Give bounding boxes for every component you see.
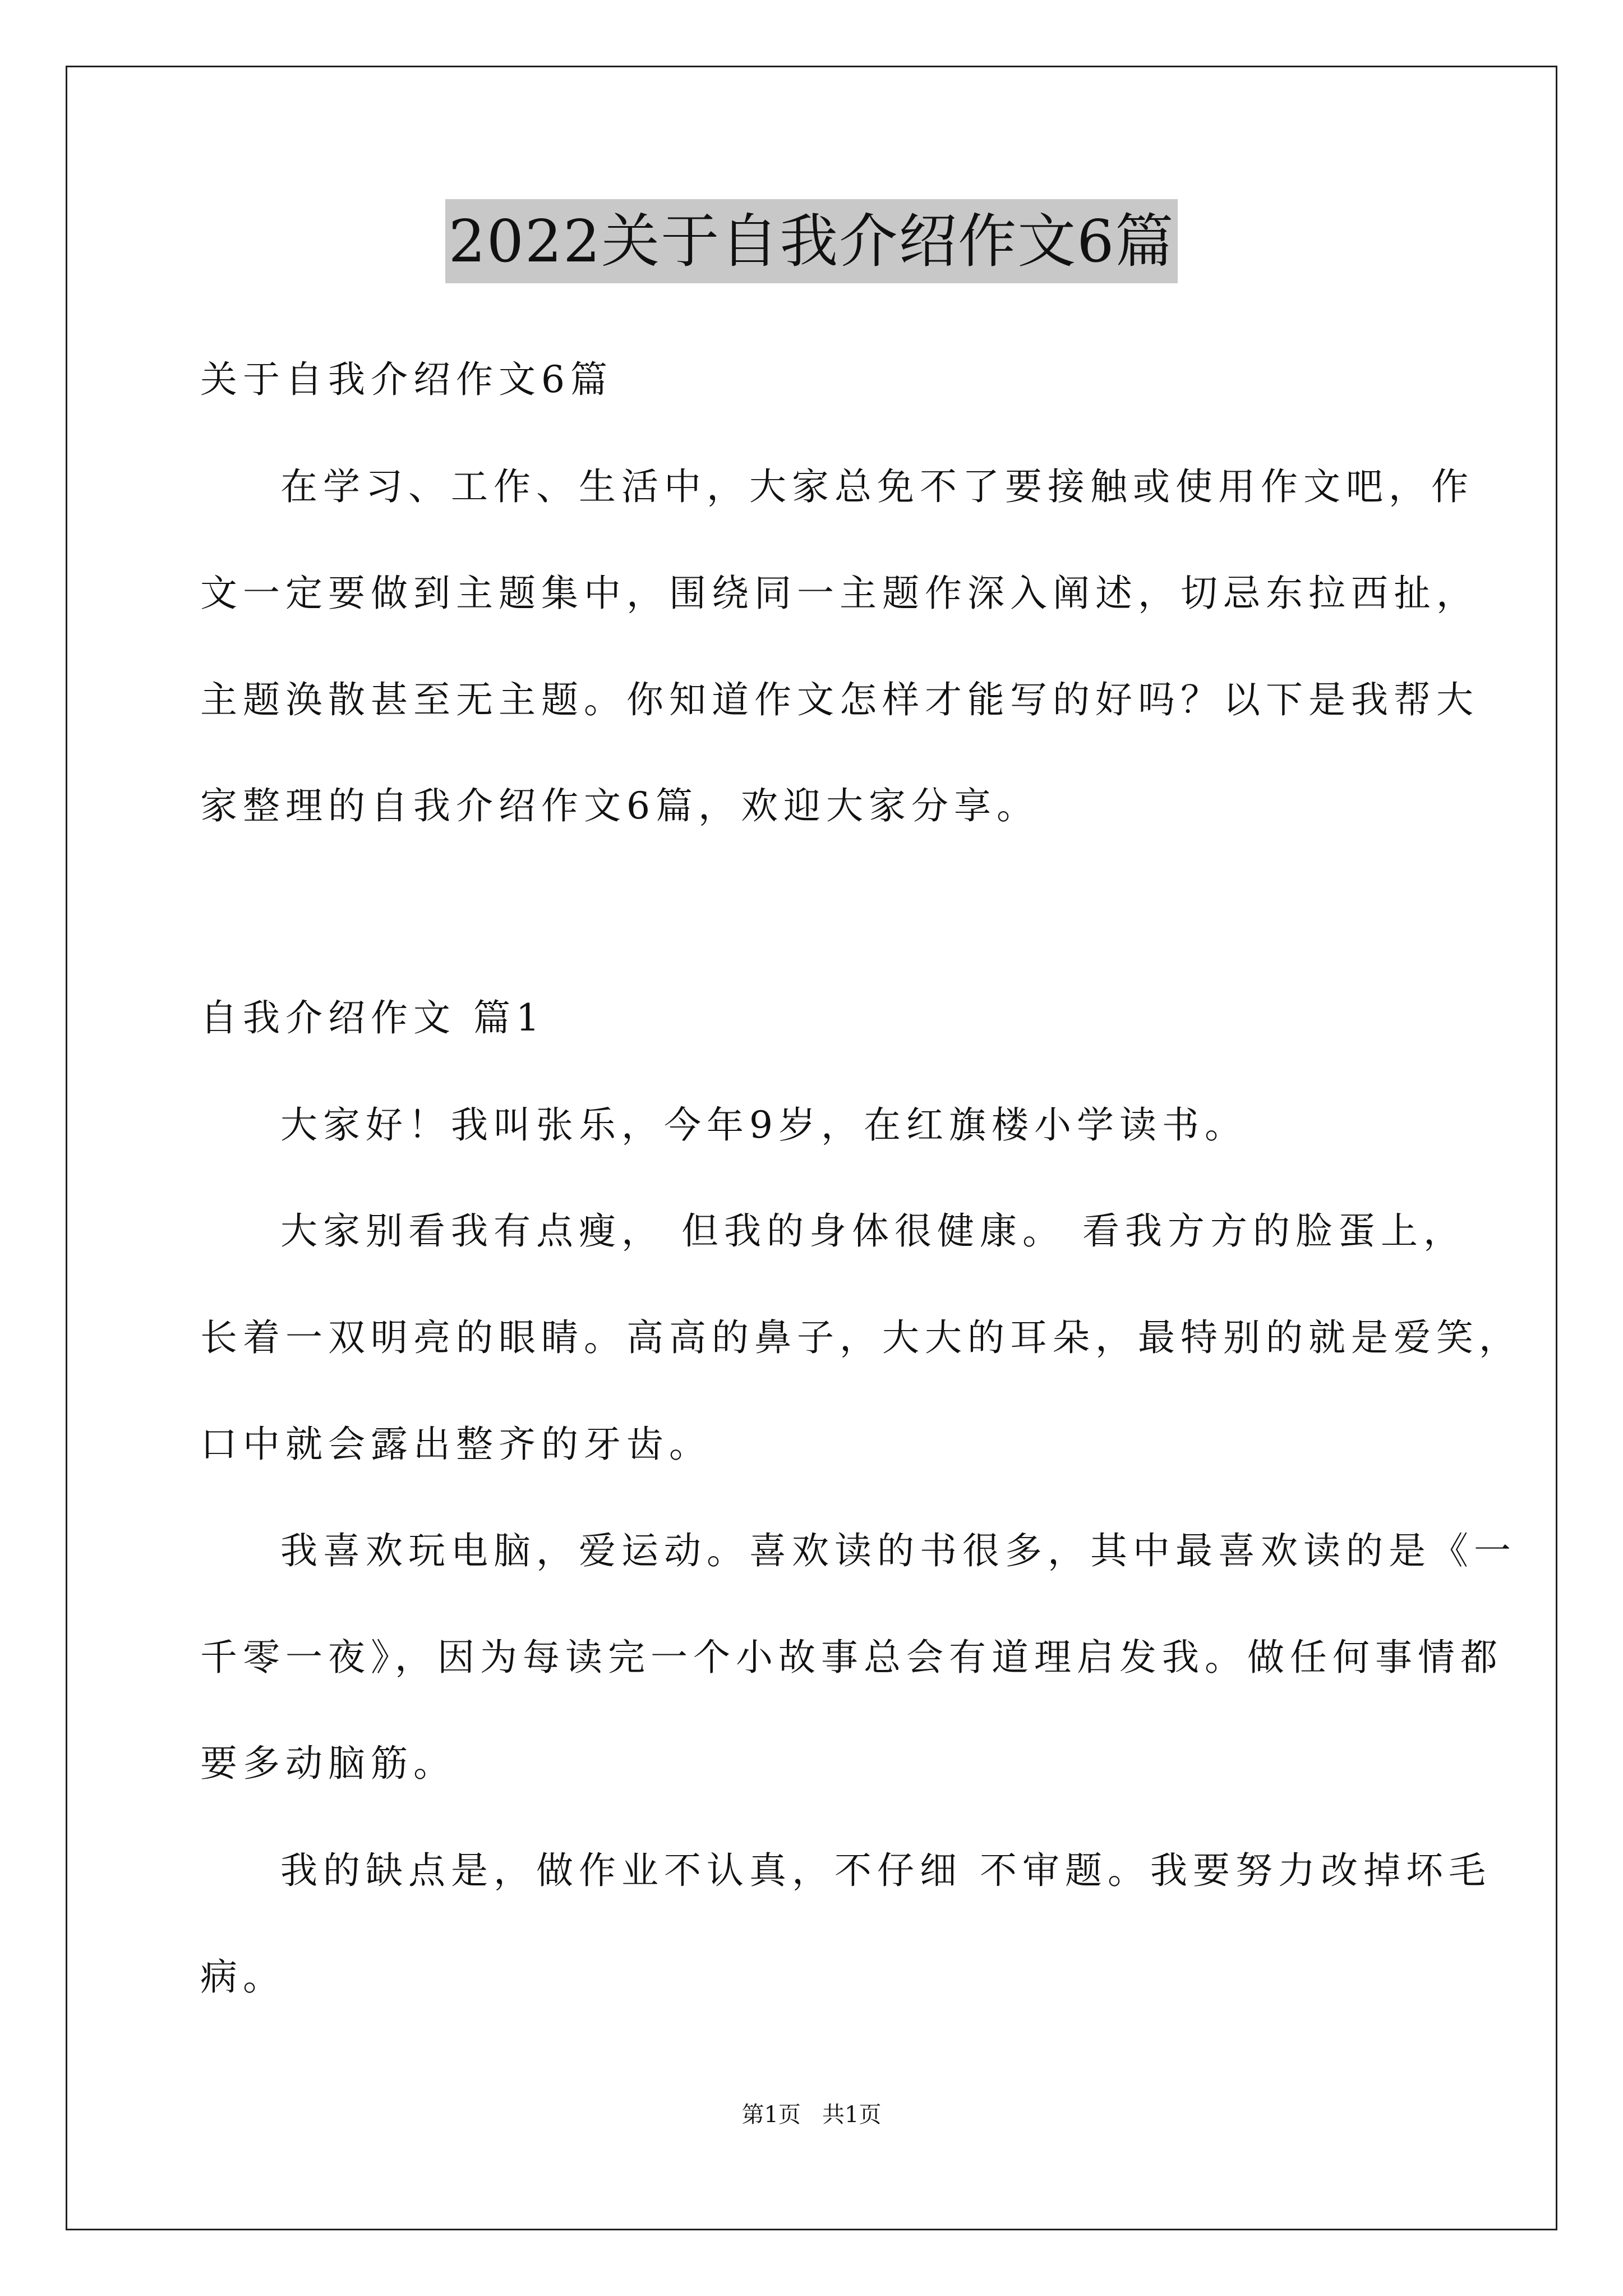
- document-subtitle: 关于自我介绍作文6篇: [200, 358, 613, 401]
- section-line-6: 千零一夜》，因为每读完一个小故事总会有道理启发我。做任何事情都: [200, 1636, 1503, 1679]
- section-line-2: 大家别看我有点瘦， 但我的身体很健康。 看我方方的脸蛋上，: [280, 1209, 1466, 1253]
- section-line-8: 我的缺点是，做作业不认真，不仔细 不审题。我要努力改掉坏毛: [280, 1849, 1491, 1892]
- intro-line-1: 在学习、工作、生活中，大家总免不了要接触或使用作文吧，作: [280, 465, 1474, 508]
- document-title: 2022关于自我介绍作文6篇: [445, 199, 1178, 283]
- section-line-9: 病。: [200, 1955, 285, 1999]
- section-line-5: 我喜欢玩电脑，爱运动。喜欢读的书很多，其中最喜欢读的是《一: [280, 1529, 1516, 1572]
- section-heading: 自我介绍作文 篇1: [200, 996, 545, 1039]
- section-line-3: 长着一双明亮的眼睛。高高的鼻子，大大的耳朵，最特别的就是爱笑，: [200, 1316, 1521, 1359]
- title-area: [0, 199, 1623, 283]
- section-line-4: 口中就会露出整齐的牙齿。: [200, 1423, 712, 1466]
- section-line-7: 要多动脑筋。: [200, 1742, 456, 1785]
- intro-line-4: 家整理的自我介绍作文6篇，欢迎大家分享。: [200, 784, 1039, 827]
- intro-line-2: 文一定要做到主题集中，围绕同一主题作深入阐述，切忌东拉西扯，: [200, 572, 1479, 615]
- section-line-1: 大家好！我叫张乐，今年9岁，在红旗楼小学读书。: [280, 1103, 1247, 1147]
- page-footer: 第1页 共1页: [741, 2102, 882, 2128]
- intro-line-3: 主题涣散甚至无主题。你知道作文怎样才能写的好吗？以下是我帮大: [200, 678, 1479, 721]
